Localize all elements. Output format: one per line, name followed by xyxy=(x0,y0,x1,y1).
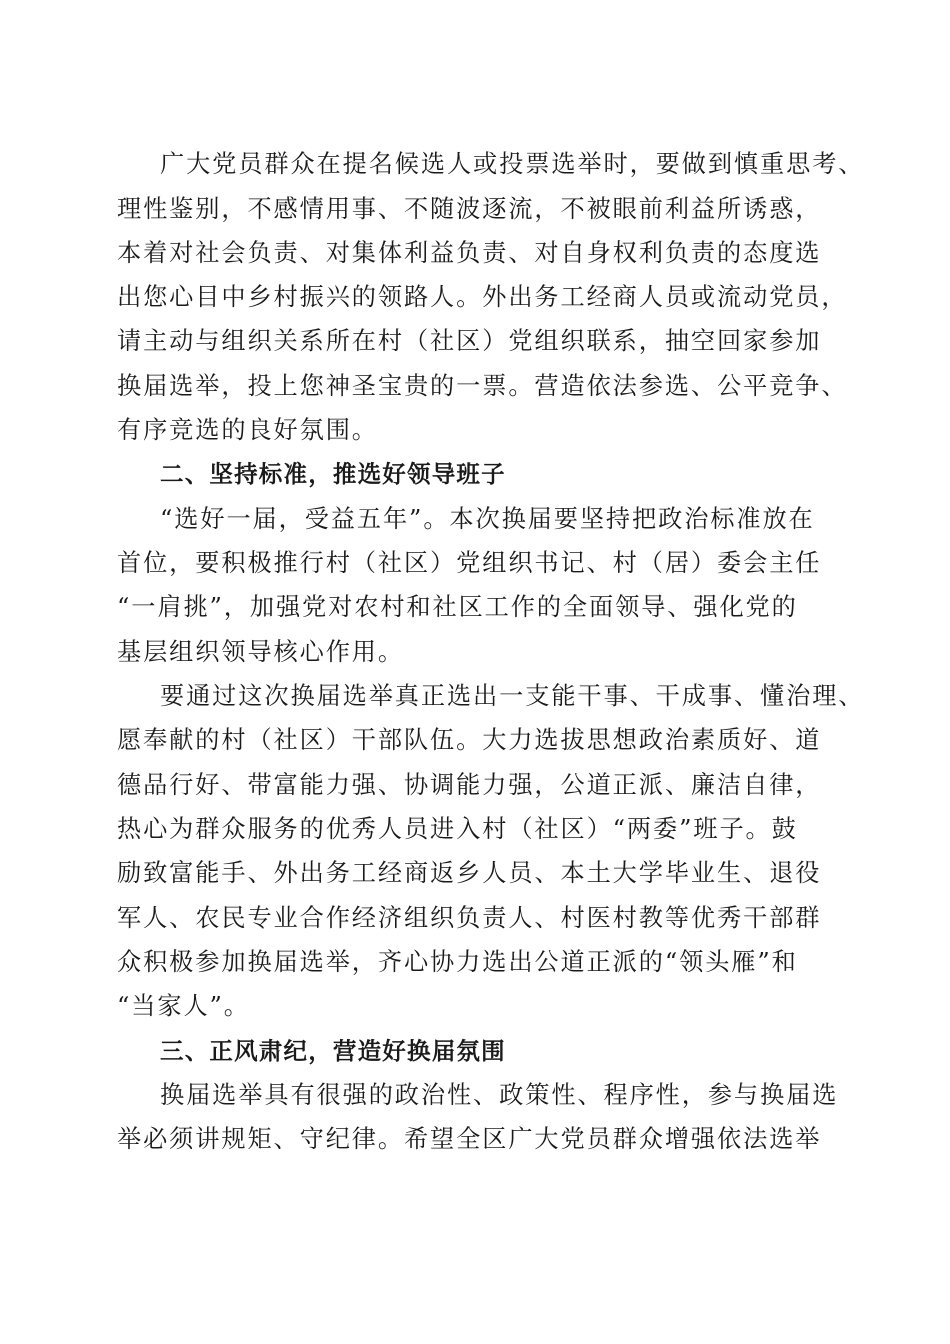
paragraph-line: 要通过这次换届选举真正选出一支能干事、干成事、懂治理、 xyxy=(160,682,865,710)
paragraph-line: “选好一届，受益五年”。本次换届要坚持把政治标准放在 xyxy=(160,505,815,533)
paragraph-line: 有序竞选的良好氛围。 xyxy=(117,416,378,444)
paragraph-line: 愿奉献的村（社区）干部队伍。大力选拔思想政治素质好、道 xyxy=(117,726,822,754)
paragraph-line: 出您心目中乡村振兴的领路人。外出务工经商人员或流动党员， xyxy=(117,283,848,311)
section-heading-2: 二、坚持标准，推选好领导班子 xyxy=(160,460,506,488)
paragraph-line: 本着对社会负责、对集体利益负责、对自身权利负责的态度选 xyxy=(117,239,822,267)
paragraph-line: 理性鉴别，不感情用事、不随波逐流，不被眼前利益所诱惑， xyxy=(117,195,822,223)
paragraph-line: 广大党员群众在提名候选人或投票选举时，要做到慎重思考、 xyxy=(160,150,865,178)
paragraph-line: 举必须讲规矩、守纪律。希望全区广大党员群众增强依法选举 xyxy=(117,1125,822,1153)
paragraph-line: “一肩挑”，加强党对农村和社区工作的全面领导、强化党的 xyxy=(117,593,798,621)
paragraph-line: 换届选举具有很强的政治性、政策性、程序性，参与换届选 xyxy=(160,1081,839,1109)
paragraph-line: 首位，要积极推行村（社区）党组织书记、村（居）委会主任 xyxy=(117,549,822,577)
paragraph-line: 众积极参加换届选举，齐心协力选出公道正派的“领头雁”和 xyxy=(117,948,798,976)
paragraph-line: 军人、农民专业合作经济组织负责人、村医村教等优秀干部群 xyxy=(117,904,822,932)
paragraph-line: 励致富能手、外出务工经商返乡人员、本土大学毕业生、退役 xyxy=(117,859,822,887)
paragraph-line: 请主动与组织关系所在村（社区）党组织联系，抽空回家参加 xyxy=(117,327,822,355)
paragraph-line: 基层组织领导核心作用。 xyxy=(117,638,404,666)
paragraph-line: 换届选举，投上您神圣宝贵的一票。营造依法参选、公平竞争、 xyxy=(117,372,848,400)
paragraph-line: “当家人”。 xyxy=(117,992,250,1020)
section-heading-3: 三、正风肃纪，营造好换届氛围 xyxy=(160,1037,506,1065)
paragraph-line: 德品行好、带富能力强、协调能力强，公道正派、廉洁自律， xyxy=(117,771,822,799)
paragraph-line: 热心为群众服务的优秀人员进入村（社区）“两委”班子。鼓 xyxy=(117,815,798,843)
